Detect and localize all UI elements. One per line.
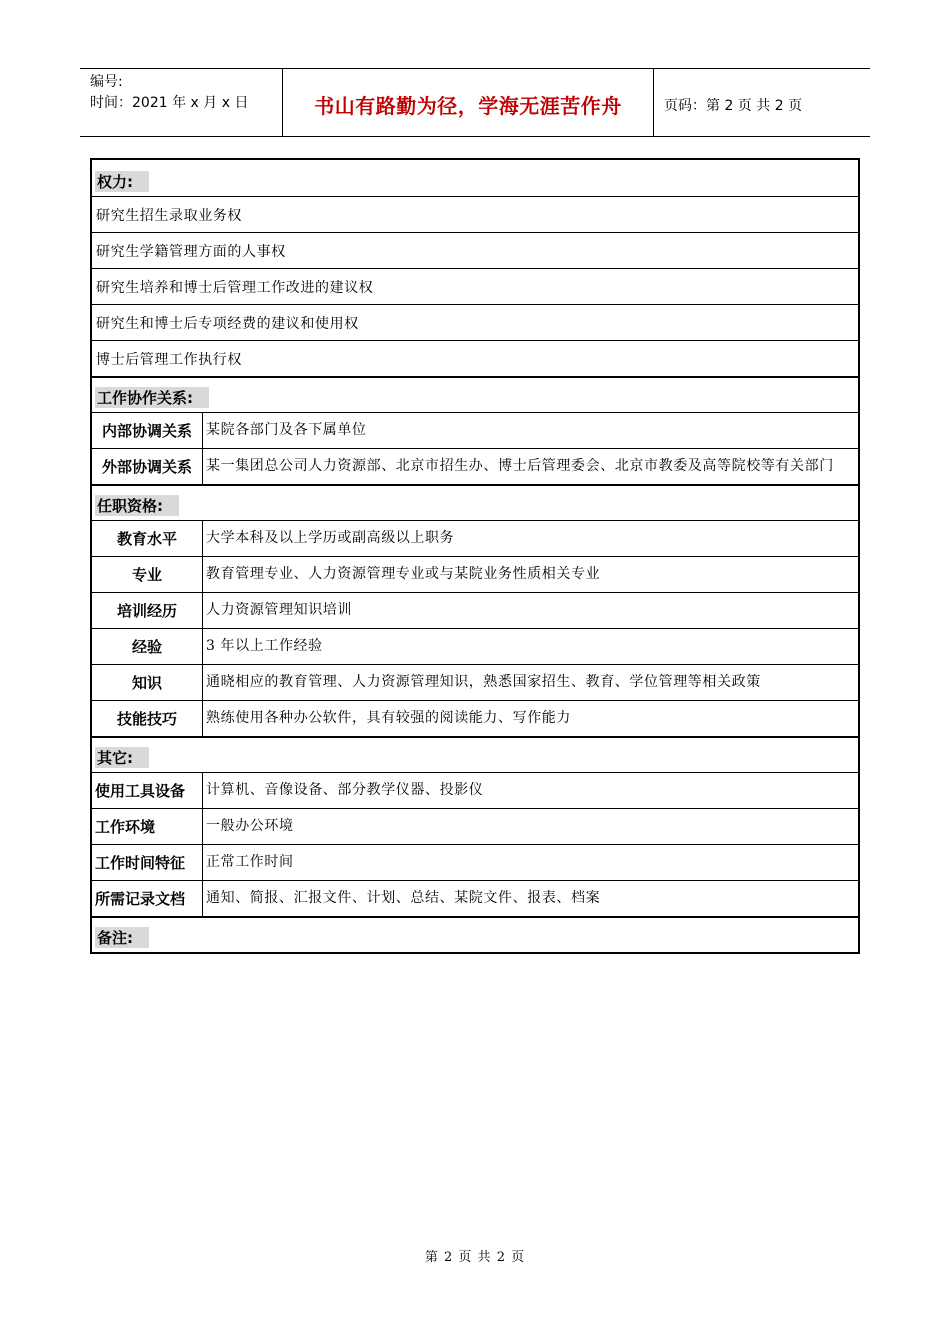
authority-item: 研究生招生录取业务权 bbox=[92, 196, 858, 232]
qualification-row bbox=[92, 664, 858, 700]
row-value: 熟练使用各种办公软件，具有较强的阅读能力、写作能力 bbox=[206, 710, 571, 726]
row-label: 技能技巧 bbox=[92, 701, 203, 736]
row-label: 工作环境 bbox=[92, 809, 203, 844]
row-label: 专业 bbox=[92, 557, 203, 592]
header-motto: 书山有路勤为径，学海无涯苦作舟 bbox=[282, 69, 654, 136]
row-label: 教育水平 bbox=[92, 521, 203, 556]
relations-row bbox=[92, 412, 858, 448]
section-authority-title-row bbox=[92, 160, 858, 196]
row-value: 大学本科及以上学历或副高级以上职务 bbox=[206, 530, 455, 546]
row-value: 某院各部门及各下属单位 bbox=[206, 422, 367, 438]
section-qualifications-title-row bbox=[92, 484, 858, 520]
row-value: 通知、简报、汇报文件、计划、总结、某院文件、报表、档案 bbox=[206, 890, 601, 906]
row-label: 内部协调关系 bbox=[92, 413, 203, 448]
authority-item: 博士后管理工作执行权 bbox=[92, 340, 858, 376]
page-footer: 第 2 页 共 2 页 bbox=[424, 1250, 526, 1265]
other-row bbox=[92, 844, 858, 880]
qualification-row bbox=[92, 556, 858, 592]
qualification-row bbox=[92, 628, 858, 664]
row-value: 某一集团总公司人力资源部、北京市招生办、博士后管理委会、北京市教委及高等院校等有关部门 bbox=[206, 458, 834, 474]
row-label: 外部协调关系 bbox=[92, 449, 203, 484]
header-meta bbox=[80, 69, 282, 136]
header-page-info: 页码：第 2 页 共 2 页 bbox=[664, 97, 803, 114]
row-value: 计算机、音像设备、部分教学仪器、投影仪 bbox=[206, 782, 484, 798]
other-row bbox=[92, 808, 858, 844]
row-label: 使用工具设备 bbox=[92, 773, 203, 808]
job-description-table bbox=[90, 158, 860, 954]
row-value: 正常工作时间 bbox=[206, 854, 294, 870]
row-value: 一般办公环境 bbox=[206, 818, 294, 834]
section-remarks-title-row bbox=[92, 916, 858, 952]
section-title: 任职资格: bbox=[95, 495, 179, 516]
authority-item: 研究生培养和博士后管理工作改进的建议权 bbox=[92, 268, 858, 304]
section-relations-title-row bbox=[92, 376, 858, 412]
section-title: 其它: bbox=[95, 747, 149, 768]
row-value: 3 年以上工作经验 bbox=[206, 638, 323, 654]
qualification-row bbox=[92, 592, 858, 628]
relations-row bbox=[92, 448, 858, 484]
section-other-title-row bbox=[92, 736, 858, 772]
row-value: 人力资源管理知识培训 bbox=[206, 602, 352, 618]
qualification-row bbox=[92, 520, 858, 556]
row-label: 工作时间特征 bbox=[92, 845, 203, 880]
row-value: 教育管理专业、人力资源管理专业或与某院业务性质相关专业 bbox=[206, 566, 601, 582]
row-label: 所需记录文档 bbox=[92, 881, 203, 916]
other-row bbox=[92, 880, 858, 916]
section-title: 工作协作关系: bbox=[95, 387, 209, 408]
authority-item: 研究生学籍管理方面的人事权 bbox=[92, 232, 858, 268]
section-title: 权力: bbox=[95, 171, 149, 192]
other-row bbox=[92, 772, 858, 808]
row-label: 培训经历 bbox=[92, 593, 203, 628]
page-header bbox=[80, 68, 870, 137]
row-label: 知识 bbox=[92, 665, 203, 700]
serial-label: 编号: bbox=[90, 74, 123, 90]
authority-item: 研究生和博士后专项经费的建议和使用权 bbox=[92, 304, 858, 340]
row-value: 通晓相应的教育管理、人力资源管理知识，熟悉国家招生、教育、学位管理等相关政策 bbox=[206, 674, 761, 690]
qualification-row bbox=[92, 700, 858, 736]
time-label: 时间：2021 年 x 月 x 日 bbox=[90, 95, 249, 111]
row-label: 经验 bbox=[92, 629, 203, 664]
section-title: 备注: bbox=[95, 927, 149, 948]
